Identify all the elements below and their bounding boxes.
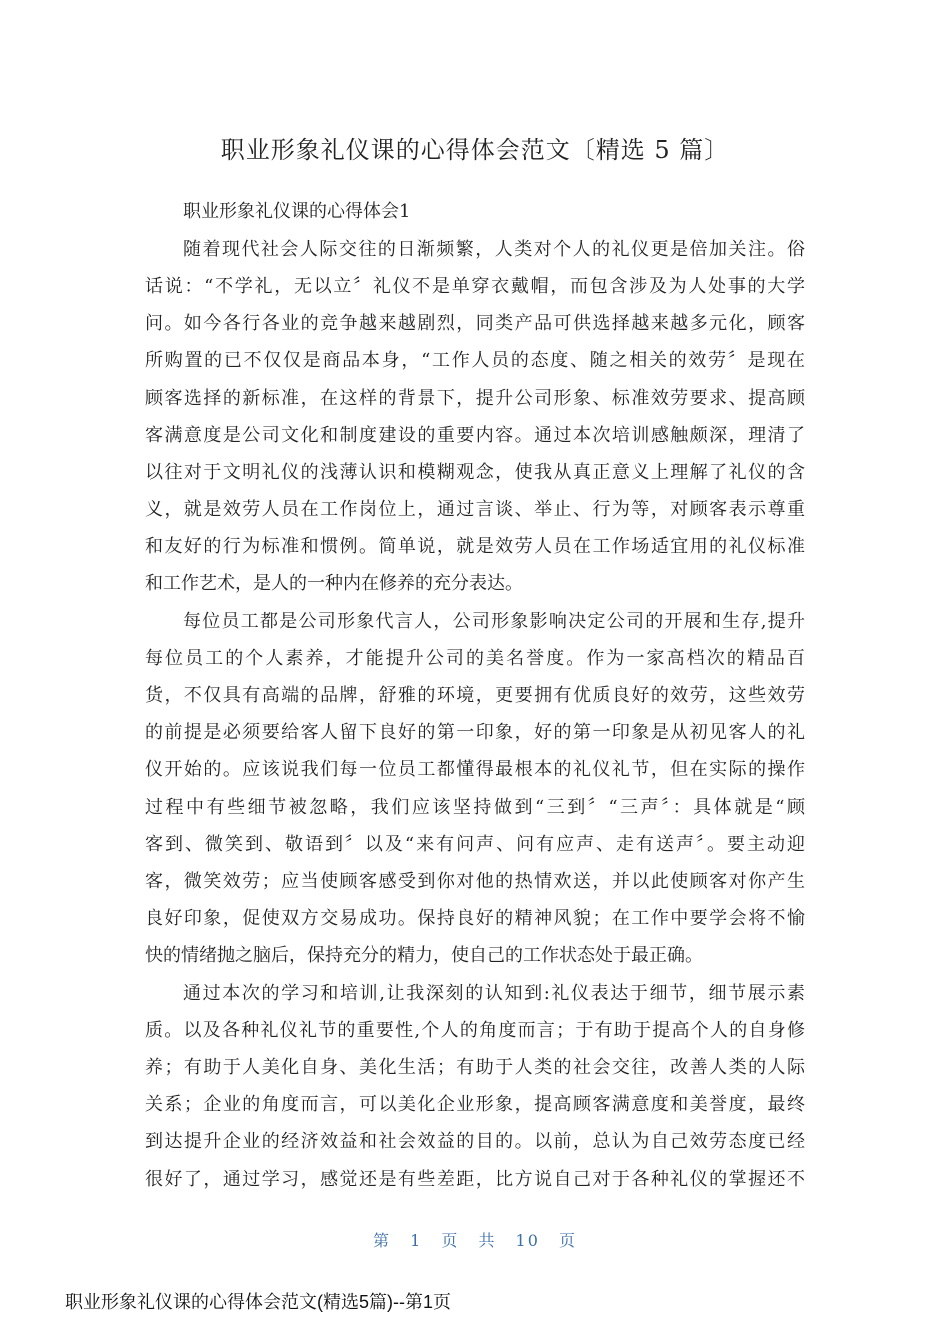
paragraph-line: 到达提升企业的经济效益和社会效益的目的。以前，总认为自己效劳态度已经 (145, 1131, 805, 1152)
paragraph-line: 以往对于文明礼仪的浅薄认识和模糊观念，使我从真正意义上理解了礼仪的含 (145, 462, 805, 483)
document-title: 职业形象礼仪课的心得体会范文〔精选 5 篇〕 (220, 136, 730, 164)
paragraph-line: 良好印象，促使双方交易成功。保持良好的精神风貌；在工作中要学会将不愉 (145, 908, 805, 929)
paragraph-line: 的前提是必须要给客人留下良好的第一印象，好的第一印象是从初见客人的礼 (145, 722, 805, 743)
paragraph-line: 所购置的已不仅仅是商品本身，“工作人员的态度、随之相关的效劳〞是现在 (145, 350, 805, 371)
section-heading: 职业形象礼仪课的心得体会1 (183, 201, 411, 222)
paragraph-line: 快的情绪抛之脑后，保持充分的精力，使自己的工作状态处于最正确。 (145, 945, 703, 966)
paragraph-line: 质。以及各种礼仪礼节的重要性,个人的角度而言；于有助于提高个人的自身修 (145, 1020, 805, 1041)
paragraph-line: 问。如今各行各业的竞争越来越剧烈，同类产品可供选择越来越多元化，顾客 (145, 313, 805, 334)
paragraph-line: 随着现代社会人际交往的日渐频繁，人类对个人的礼仪更是倍加关注。俗 (183, 239, 805, 260)
paragraph-line: 客到、微笑到、敬语到〞以及“来有问声、问有应声、走有送声〞。要主动迎 (145, 834, 805, 855)
paragraph-line: 货，不仅具有高端的品牌，舒雅的环境，更要拥有优质良好的效劳，这些效劳 (145, 685, 805, 706)
paragraph-line: 每位员工都是公司形象代言人，公司形象影响决定公司的开展和生存,提升 (183, 611, 805, 632)
paragraph-line: 客满意度是公司文化和制度建设的重要内容。通过本次培训感触颇深，理清了 (145, 425, 805, 446)
paragraph-line: 和友好的行为标准和惯例。简单说，就是效劳人员在工作场适宜用的礼仪标准 (145, 536, 805, 557)
paragraph-line: 过程中有些细节被忽略，我们应该坚持做到“三到〞“三声〞：具体就是“顾 (145, 797, 805, 818)
paragraph-line: 客，微笑效劳；应当使顾客感受到你对他的热情欢送，并以此使顾客对你产生 (145, 871, 805, 892)
paragraph-line: 仪开始的。应该说我们每一位员工都懂得最根本的礼仪礼节，但在实际的操作 (145, 759, 805, 780)
paragraph-line: 关系；企业的角度而言，可以美化企业形象，提高顾客满意度和美誉度，最终 (145, 1094, 805, 1115)
paragraph-line: 和工作艺术，是人的一种内在修养的充分表达。 (145, 573, 523, 594)
paragraph-line: 话说：“不学礼，无以立〞礼仪不是单穿衣戴帽，而包含涉及为人处事的大学 (145, 276, 805, 297)
paragraph-line: 养；有助于人美化自身、美化生活；有助于人类的社会交往，改善人类的人际 (145, 1057, 805, 1078)
paragraph-line: 每位员工的个人素养，才能提升公司的美名誉度。作为一家高档次的精品百 (145, 648, 805, 669)
footer-caption: 职业形象礼仪课的心得体会范文(精选5篇)--第1页 (65, 1292, 451, 1312)
page-number: 第 1 页 共 10 页 (373, 1231, 577, 1250)
paragraph-line: 义，就是效劳人员在工作岗位上，通过言谈、举止、行为等，对顾客表示尊重 (145, 499, 805, 520)
paragraph-line: 顾客选择的新标准，在这样的背景下，提升公司形象、标准效劳要求、提高顾 (145, 388, 805, 409)
paragraph-line: 很好了，通过学习，感觉还是有些差距，比方说自己对于各种礼仪的掌握还不 (145, 1169, 805, 1190)
paragraph-line: 通过本次的学习和培训,让我深刻的认知到:礼仪表达于细节，细节展示素 (183, 983, 805, 1004)
